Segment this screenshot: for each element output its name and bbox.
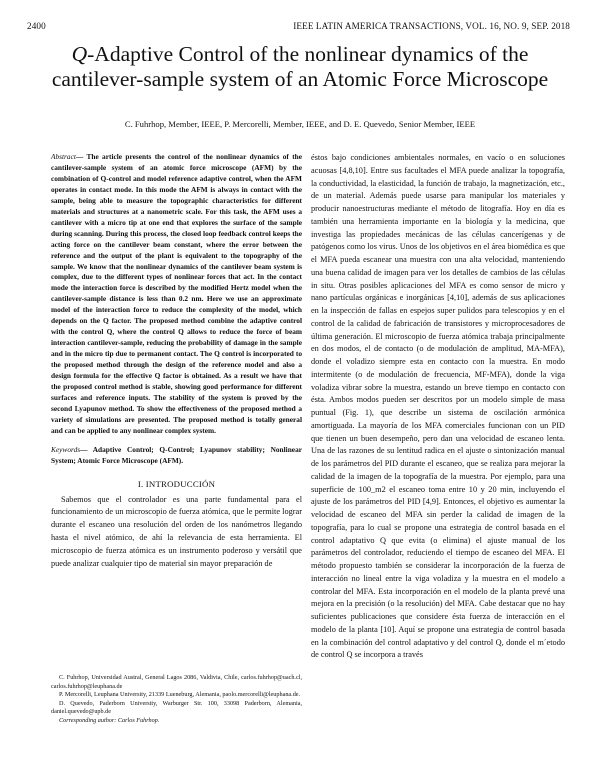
- abstract-text: — The article presents the control of the nonlinear dynamics of the cantilever-sample system of an atomic force microscope (AFM) by the combination of Q-control and model reference adaptive control, when the AFM operates in contact mode. In this mode the AFM is always in contact with the sample, being able to measure the topographic characteristics for different materials and structures at a nanometric scale. For this task, the AFM uses a cantilever with a micro tip at one end that explores the surface of the sample during scanning. During this process, the closed loop feedback control keeps the acting force on the cantilever beam constant, where the error between the reference and the output of the plant is equivalent to the topography of the sample. We know that the nonlinear dynamics of the cantilever beam system is complex, due to the different types of nonlinear forces that act. In the contact mode the interaction force is described by the modified Hertz model when the cantilever-sample distance is less than 0.2 nm. Here we use an approximate model of the interaction force to reduce the complexity of the model, which depends on the Q factor. The proposed method combine the adaptive control with the control Q, where the control Q allows to reduce the force of beam interaction cantilever-sample, reducing the probability of damage in the sample and in the micro tip due to permanent contact. The Q control is incorporated to the proposed method through the design of the reference model and also a design formula for the effective Q factor is obtained. As a result we have that the proposed control method is stable, showing good performance for different surfaces and reference inputs. The stability of the system is proved by the second Lyapunov method. To show the effectiveness of the proposed method a variety of simulations are presented. The proposed method is totally general and can be applied to any nonlinear complex system.: [51, 152, 302, 435]
- right-column: [311, 152, 565, 662]
- page-number: 2400: [27, 21, 46, 31]
- keywords-label: Keywords: [51, 444, 81, 454]
- footnote-fuhrhop: C. Fuhrhop, Universidad Austral, General Lagos 2086, Valdivia, Chile, carlos.fuhrhop@uach.cl, carlos.fuhrhop@leuphana.de: [51, 674, 302, 690]
- abstract: [51, 152, 302, 437]
- footnotes: [51, 674, 302, 726]
- title-text: -Adaptive Control of the nonlinear dynamics of the cantilever-sample system of an Atomic Force Microscope: [51, 42, 549, 91]
- right-column-paragraph: éstos bajo condiciones ambientales normales, en vacío o en soluciones acuosas [4,8,10]. Entre sus facultades el MFA puede analizar la topografía, la conductividad, la elasticidad, la función de trabajo, la magnetización, etc., de un material. Además puede usarse para manipular los materiales y producir nanoestructuras mediante el método de litografía. Hoy en día es también una herramienta importante en la biología y la medicina, que investiga las propiedades mecánicas de las células cancerígenas y de patógenos como los virus. Unos de los objetivos en el área biomédica es que el MFA pueda escanear una muestra con una alta velocidad, manteniendo una buena calidad de imagen para ver los detalles de cambios de las células in situ. Otras posibles aplicaciones del MFA es como sensor de micro y nano partículas orgánicas e inorgánicas [4,10], además de sus aplicaciones en la inspección de fallas en espejos super pulidos para telescopios y en el control de la calidad de fabricación de transistores y microprocesadores de última generación. El microscopio de fuerza atómica trabaja principalmente en dos modos, el de contacto (o de modulación de amplitud, MA-MFA), donde el voladizo siempre esta en contacto con la muestra. En modo intermitente (o de modulación de frecuencia, MF-MFA), donde la viga voladiza vibrar sobre la muestra, estando un breve tiempo en contacto con ésta. Ambos modos pueden ser descritos por un modelo simple de masa puntual (Fig. 1), que describe un sistema de oscilación armónica amortiguada. La mayoría de los MFA comerciales funcionan con un PID que tienen un buen desempeño, pero dan una velocidad de escaneo lenta. Una de las razones de su lentitud radica en el ajuste o sintonización manual de los parámetros del PID durante el escaneo, que se realiza para mejorar la calidad de la imagen de la topografía de la muestra. Por ejemplo, para una superficie de 100_m2 el escaneo toma entre 10 y 20 min, incluyendo el ajuste de los parámetros del PID [4,9]. Entonces, el objetivo es aumentar la velocidad de escaneo del MFA sin perder la calidad de imagen de la topografía, para lo cual se propone una estrategia de control basada en el control adaptativo Q que evita (o elimina) el ajuste manual de los parámetros del controlador, reduciendo el tiempo de escaneo del MFA. El método propuesto también se considerar la incorporación de la fuerza de interacción no lineal entre la viga voladiza y la muestra en el modelo a controlar del MFA. Esta incorporación en el modelo de la planta prevé una mejora en la precisión (o la resolución) del MFA. Cabe destacar que no hay suficientes publicaciones que considere ésta fuerza de interacción en el modelo de la planta [10]. Aquí se propone una estrategia de control basada en la combinación del control adaptativo y del control Q, donde el m´etodo de control Q se incorpora a través: [311, 153, 565, 660]
- section-heading-introduction: I. INTRODUCCIÓN: [137, 478, 216, 489]
- running-header: [27, 21, 570, 31]
- keywords-text: — Adaptive Control; Q-Control; Lyapunov stability; Nonlinear System; Atomic Force Microscope (AFM).: [51, 444, 302, 465]
- footnote-mercorelli: P. Mercorelli, Leuphana University, 21339 Lueneburg, Alemania, paolo.mercorelli@leuphana.de.: [59, 691, 301, 699]
- author-list: C. Fuhrhop, Member, IEEE, P. Mercorelli, Member, IEEE, and D. E. Quevedo, Senior Member, IEEE: [124, 119, 476, 129]
- title-q-symbol: Q: [71, 42, 88, 66]
- left-column: [51, 152, 302, 570]
- paper-title: [30, 42, 570, 91]
- abstract-label: Abstract: [51, 152, 76, 161]
- intro-paragraph: Sabemos que el controlador es una parte fundamental para el funcionamiento de un microscopio de fuerza atómica, que le permite lograr durante el escaneo una resolución del orden de los nanómetros llegando hasta el nivel atómico, de ahí la relevancia de esta herramienta. El microscopio de fuerza atómica es un instrumento poderoso y versátil que puede analizar cualquier tipo de material sin mayor preparación de: [51, 494, 302, 568]
- footnote-quevedo: D. Quevedo, Paderborn University, Warburger Str. 100, 33098 Paderborn, Alemania, daniel.quevedo@upb.de: [51, 699, 302, 716]
- keywords: [51, 445, 302, 467]
- journal-name: IEEE LATIN AMERICA TRANSACTIONS, VOL. 16, NO. 9, SEP. 2018: [293, 21, 570, 31]
- corresponding-author: Corresponding author: Carlos Fuhrhop.: [59, 716, 160, 724]
